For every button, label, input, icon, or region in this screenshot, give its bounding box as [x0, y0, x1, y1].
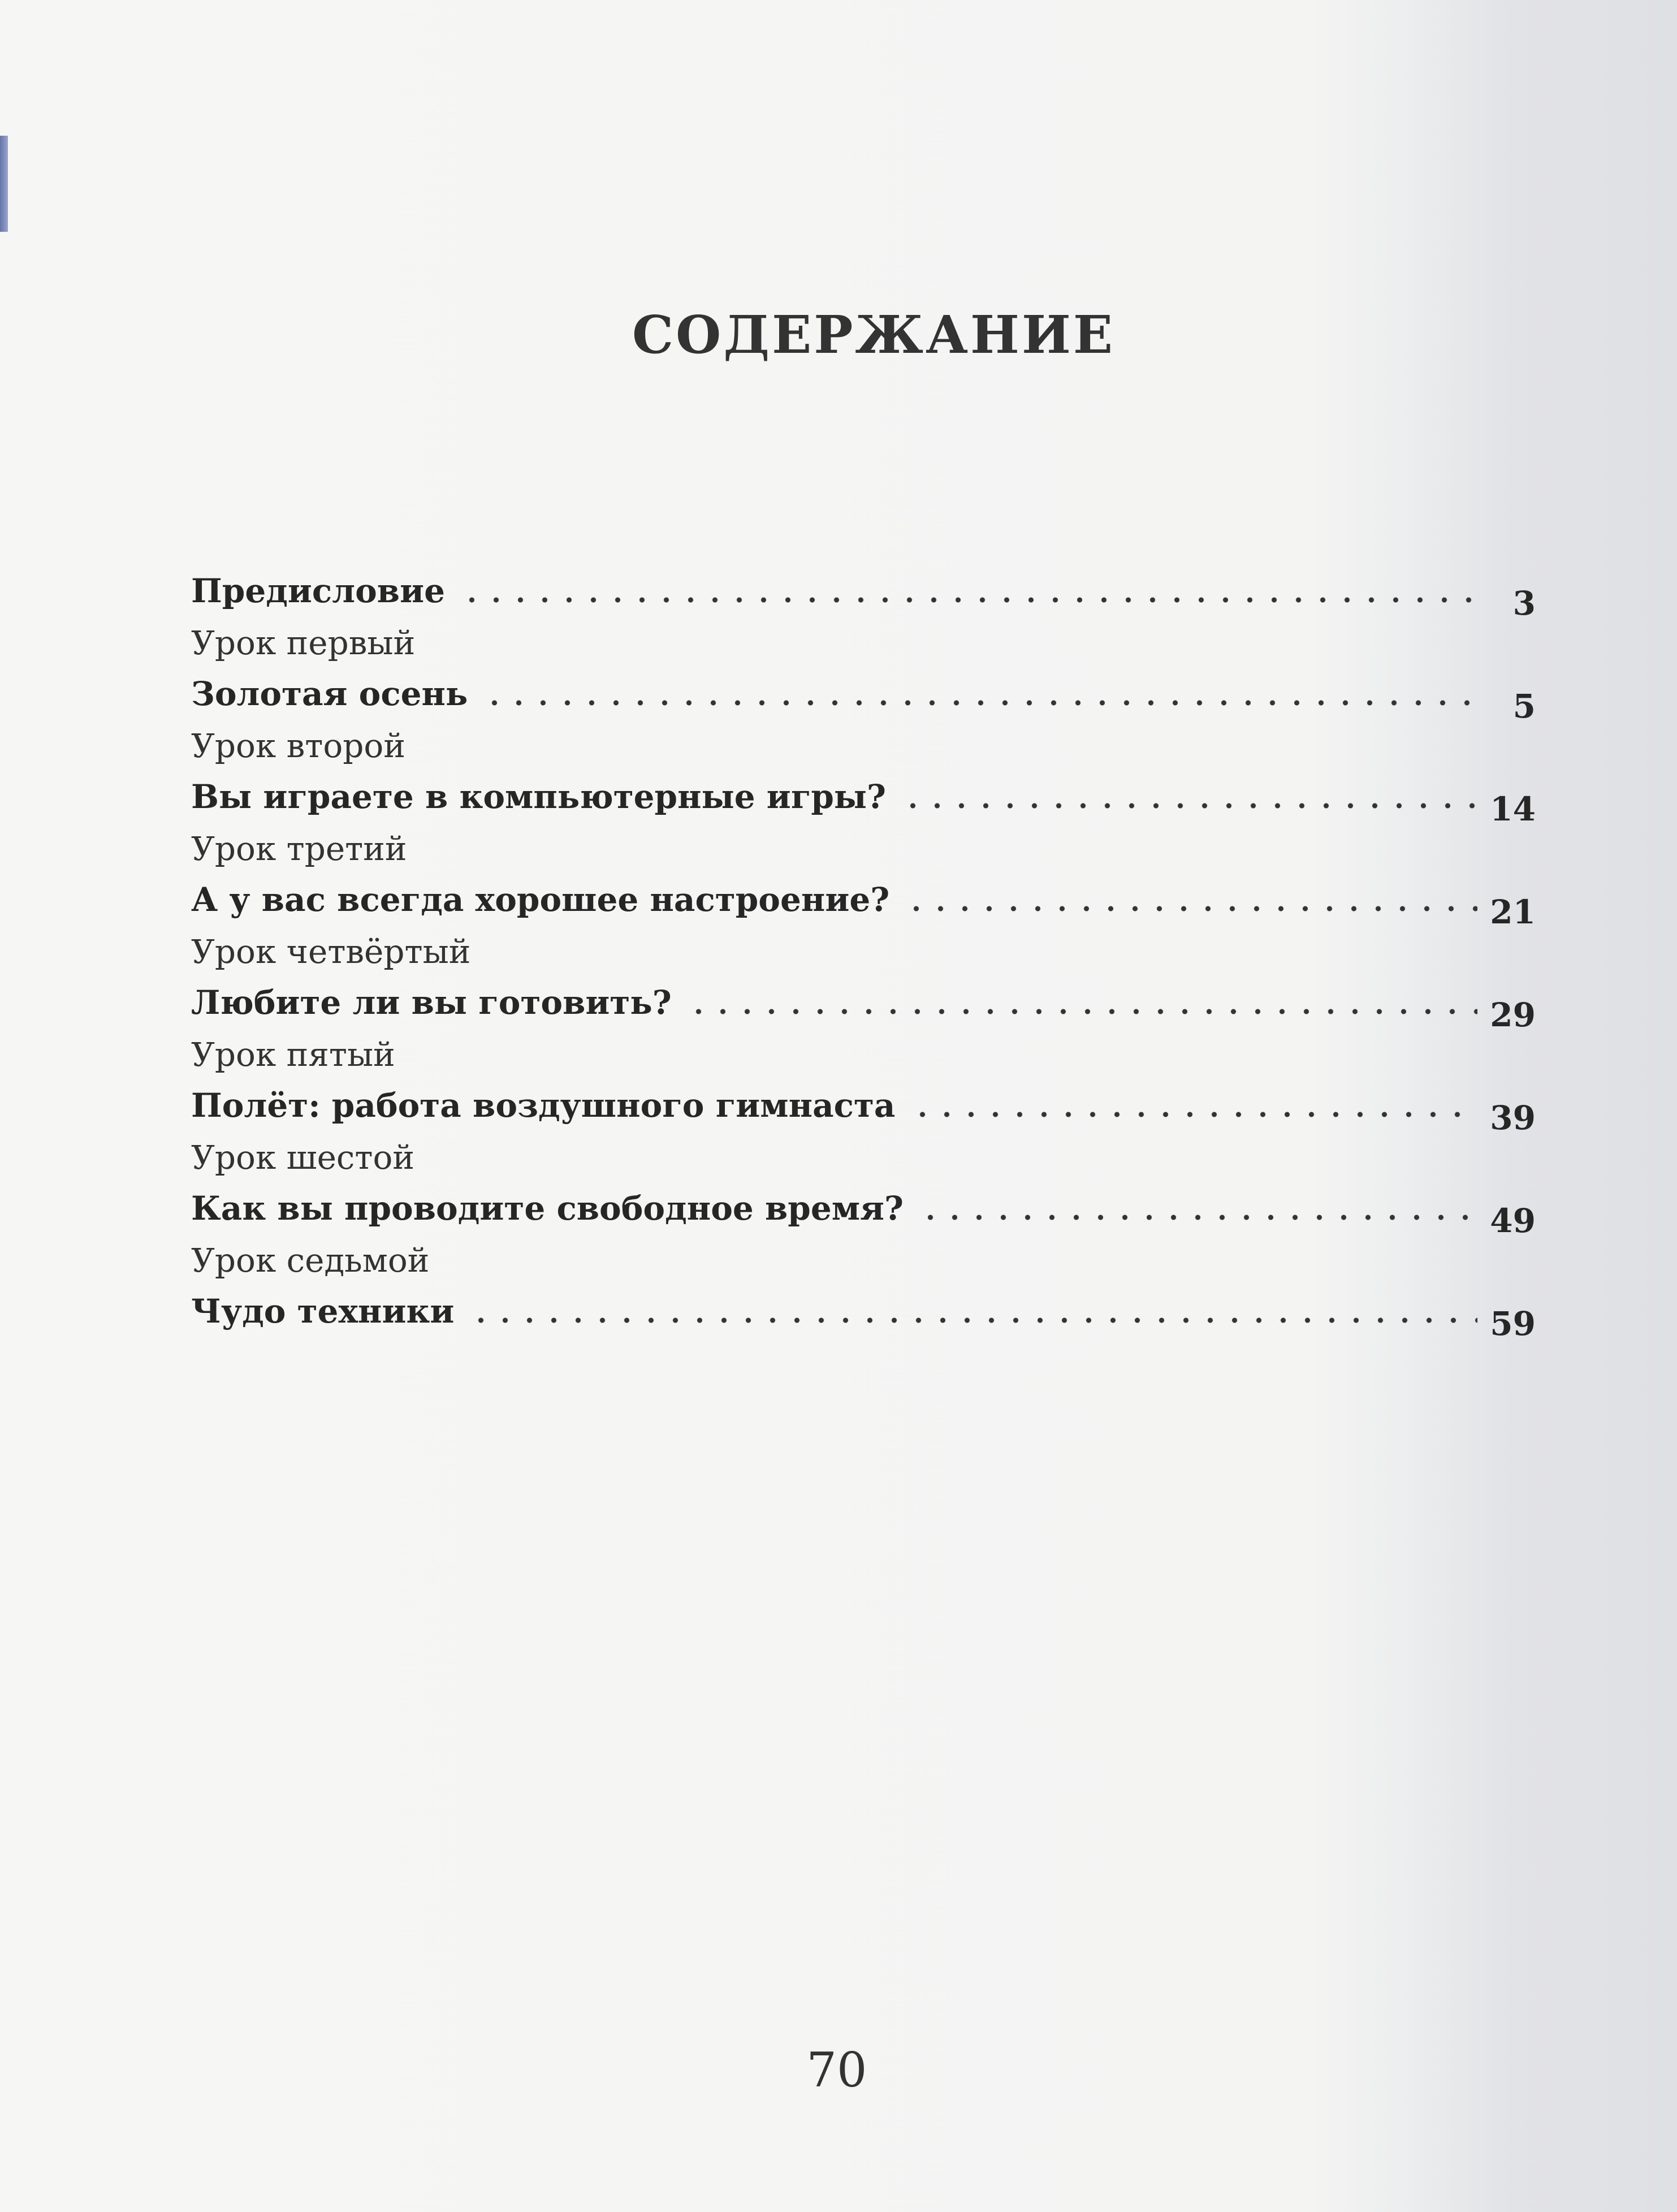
toc-entry-title: Полёт: работа воздушного гимнаста [191, 1086, 896, 1125]
toc-entry-lesson-6[interactable] [191, 1138, 1536, 1240]
toc-entry-page: 3 [1512, 584, 1536, 623]
page-number: 70 [806, 2042, 867, 2098]
toc-entry-title: Предисловие [191, 572, 446, 610]
page-title: СОДЕРЖАНИЕ [632, 304, 1116, 365]
toc-line [191, 1177, 1536, 1240]
spacer [191, 611, 1536, 623]
dot-leader [901, 803, 1477, 809]
lesson-label: Урок четвёртый [191, 932, 471, 971]
toc-line [191, 560, 1536, 623]
binding-edge-mark [0, 136, 8, 232]
toc-line [191, 766, 1536, 828]
dot-leader [686, 1009, 1478, 1014]
dot-leader [482, 700, 1484, 706]
toc-entry-lesson-3[interactable] [191, 829, 1536, 931]
toc-entry-title: Золотая осень [191, 675, 468, 713]
toc-entry-page: 39 [1490, 1099, 1536, 1137]
dot-leader [469, 1317, 1477, 1323]
toc-line [191, 1074, 1536, 1137]
table-of-contents [191, 560, 1536, 1343]
dot-leader [918, 1215, 1477, 1220]
lesson-label: Урок первый [191, 624, 416, 662]
toc-entry-page: 14 [1490, 790, 1536, 828]
toc-entry-title: Как вы проводите свободное время? [191, 1189, 904, 1228]
toc-entry-lesson-7[interactable] [191, 1241, 1536, 1343]
toc-entry-page: 5 [1512, 687, 1536, 725]
lesson-label: Урок пятый [191, 1035, 395, 1074]
toc-entry-title: Чудо техники [191, 1292, 455, 1330]
toc-entry-title: Вы играете в компьютерные игры? [191, 777, 887, 816]
dot-leader [904, 906, 1477, 911]
toc-entry-lesson-2[interactable] [191, 726, 1536, 828]
lesson-label: Урок третий [191, 830, 407, 868]
toc-entry-page: 49 [1490, 1202, 1536, 1240]
spacer [191, 714, 1536, 726]
spacer [191, 919, 1536, 932]
lesson-label: Урок шестой [191, 1138, 415, 1177]
toc-entry-lesson-5[interactable] [191, 1035, 1536, 1137]
spacer [191, 1228, 1536, 1241]
toc-line [191, 663, 1536, 725]
toc-entry-title: Любите ли вы готовить? [191, 983, 672, 1022]
lesson-label: Урок седьмой [191, 1241, 430, 1280]
toc-line [191, 869, 1536, 931]
toc-entry-page: 29 [1490, 996, 1536, 1034]
toc-entry-page: 59 [1490, 1304, 1536, 1343]
dot-leader [910, 1112, 1478, 1117]
toc-entry-preface[interactable] [191, 560, 1536, 623]
dot-leader [460, 597, 1484, 603]
toc-line [191, 1280, 1536, 1343]
toc-entry-lesson-4[interactable] [191, 932, 1536, 1034]
spacer [191, 1022, 1536, 1035]
toc-entry-title: А у вас всегда хорошее настроение? [191, 880, 890, 919]
toc-line [191, 971, 1536, 1034]
toc-entry-lesson-1[interactable] [191, 623, 1536, 725]
lesson-label: Урок второй [191, 727, 406, 765]
spacer [191, 816, 1536, 829]
spacer [191, 1125, 1536, 1138]
toc-entry-page: 21 [1490, 893, 1536, 931]
